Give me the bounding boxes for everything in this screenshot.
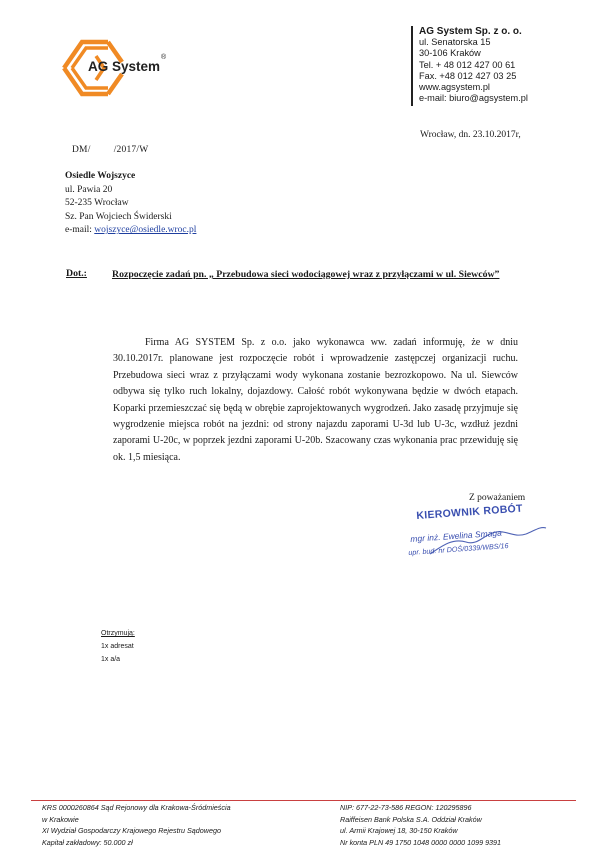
footer-line: w Krakowie [42, 814, 79, 824]
subject-text: Rozpoczęcie zadań pn. „ Przebudowa sieci wodociągowej wraz z przyłączami w ul. Siewców” [112, 269, 500, 280]
stamp-title: KIEROWNIK ROBÓT [416, 502, 524, 522]
closing: Z poważaniem [469, 493, 526, 503]
place-date: Wrocław, dn. 23.10.2017r, [420, 130, 521, 140]
signature-scribble-icon [422, 516, 552, 560]
footer-line: KRS 0000260864 Sąd Rejonowy dla Krakowa-Śródmieścia [42, 803, 231, 812]
company-fax: Fax. +48 012 427 03 25 [419, 70, 517, 81]
recipient-entry: 1x a/a [101, 656, 121, 663]
company-tel: Tel. + 48 012 427 00 61 [419, 59, 516, 70]
footer-bank [340, 802, 501, 849]
recipient-street: ul. Pawia 20 [65, 184, 113, 195]
company-name: AG System Sp. z o. o. [419, 26, 522, 37]
recipients-header: Otrzymują: [101, 630, 135, 637]
footer-line: ul. Armii Krajowej 18, 30-150 Kraków [340, 826, 458, 836]
reference-prefix: DM/ [72, 145, 91, 155]
recipient-name: Osiedle Wojszyce [65, 171, 136, 181]
company-www: www.agsystem.pl [419, 82, 490, 93]
footer-line: NIP: 677-22-73-586 REGON: 120295896 [340, 803, 472, 812]
footer-line: Kapitał zakładowy: 50.000 zł [42, 838, 133, 848]
logo-text: AG System [88, 59, 161, 74]
footer-divider [31, 800, 576, 801]
recipient-entry: 1x adresat [101, 643, 134, 650]
recipients-list [101, 627, 135, 666]
subject-label: Dot.: [66, 268, 87, 279]
company-header [411, 26, 591, 104]
recipient-email-row [65, 224, 196, 238]
recipient-city: 52-235 Wrocław [65, 198, 129, 209]
reference-number [72, 145, 148, 155]
logo-registered-mark: ® [161, 54, 167, 61]
footer-registry [42, 802, 231, 849]
footer-line: Raiffeisen Bank Polska S.A. Oddział Kraków [340, 814, 482, 824]
recipient-block [65, 170, 196, 238]
letter-body: Firma AG SYSTEM Sp. z o.o. jako wykonawca ww. zadań informuję, że w dniu 30.10.2017r. planowane jest rozpoczęcie robót i wprowadzenie zastępczej organizacji ruchu. Przebudowa sieci wraz z przyłączami wody wykonana zostanie bezrozkopowo. Na ul. Siewców odbywa się tylko ruch lokalny, dojazdowy. Całość robót wykonywana będzie w dwóch etapach. Koparki przemieszczać się będą w obrębie zaprojektowanych wygrodzeń. Jako zasadę przyjmuje się wygrodzenie miejsca robót na jezdni: od strony najazdu zaporami U-3d lub U-3c, wzdłuż jezdni zaporami U-20c, w poprzek jezdni zaporami U-20b. Szacowany czas wykonania prac przewiduję się ok. 1,5 miesiąca. [113, 337, 518, 463]
footer-line: XI Wydział Gospodarczy Krajowego Rejestru Sądowego [42, 826, 221, 836]
company-logo [50, 28, 182, 108]
recipient-attn: Sz. Pan Wojciech Świderski [65, 211, 172, 222]
footer-line: Nr konta PLN 49 1750 1048 0000 0000 1099 9391 [340, 838, 502, 848]
signature-stamp [408, 502, 566, 572]
company-street: ul. Senatorska 15 [419, 37, 491, 48]
reference-suffix: /2017/W [113, 145, 149, 155]
stamp-license: upr. bud. nr DOŚ/0339/WBS/16 [408, 540, 509, 557]
header-divider [411, 26, 413, 106]
recipient-email-label: e-mail: [65, 225, 95, 236]
company-email: e-mail: biuro@agsystem.pl [419, 93, 528, 104]
recipient-email-link[interactable]: wojszyce@osiedle.wroc.pl [94, 225, 197, 236]
company-city: 30-106 Kraków [419, 48, 481, 59]
stamp-name: mgr inż. Ewelina Smaga [410, 527, 503, 544]
